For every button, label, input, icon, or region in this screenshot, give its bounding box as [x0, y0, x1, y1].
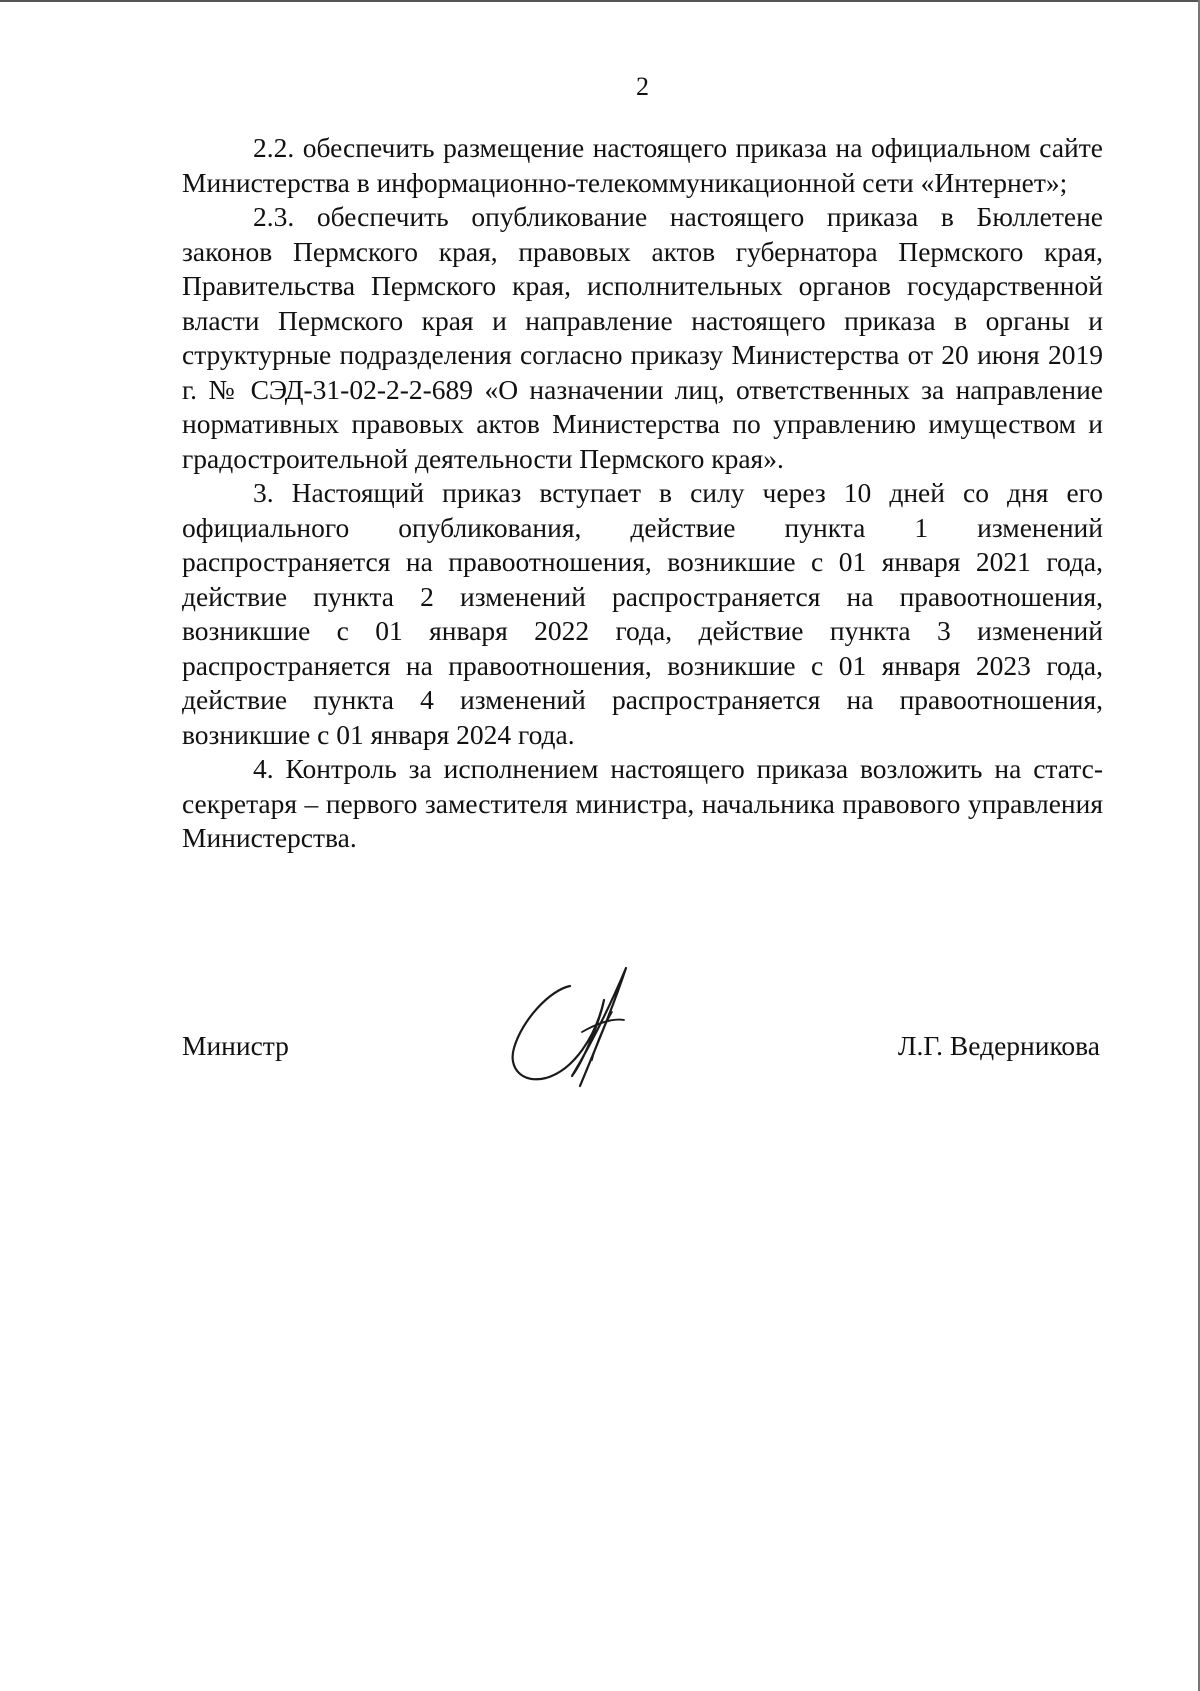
scan-edge-top — [0, 0, 1200, 2]
document-body — [182, 131, 1103, 856]
handwritten-signature — [500, 960, 660, 1095]
paragraph-2-3: 2.3. обеспечить опубликование настоящего приказа в Бюллетене законов Пермского края, правовых актов губернатора Пермского края, Правительства Пермского края, исполнительных органов государственной власти Пермского края и направление настоящего приказа в органы и структурные подразделения согласно приказу Министерства от 20 июня 2019 г. № СЭД-31-02-2-2-689 «О назначении лиц, ответственных за направление нормативных правовых актов Министерства по управлению имуществом и градостроительной деятельности Пермского края». — [182, 201, 1103, 474]
paragraph-4: 4. Контроль за исполнением настоящего приказа возложить на статс-секретаря – первого заместителя министра, начальника правового управления Министерства. — [182, 753, 1103, 853]
page-number: 2 — [636, 72, 649, 101]
paragraph-2-2: 2.2. обеспечить размещение настоящего приказа на официальном сайте Министерства в информационно-телекоммуникационной сети «Интернет»; — [182, 132, 1103, 198]
signatory-title: Министр — [182, 1030, 289, 1061]
paragraph-3: 3. Настоящий приказ вступает в силу через 10 дней со дня его официального опубликования, действие пункта 1 изменений распространяется на правоотношения, возникшие с 01 января 2021 года, действие пункта 2 изменений распространяется на правоотношения, возникшие с 01 января 2022 года, действие пункта 3 изменений распространяется на правоотношения, возникшие с 01 января 2023 года, действие пункта 4 изменений распространяется на правоотношения, возникшие с 01 января 2024 года. — [182, 477, 1103, 750]
signatory-name: Л.Г. Ведерникова — [897, 1030, 1100, 1061]
